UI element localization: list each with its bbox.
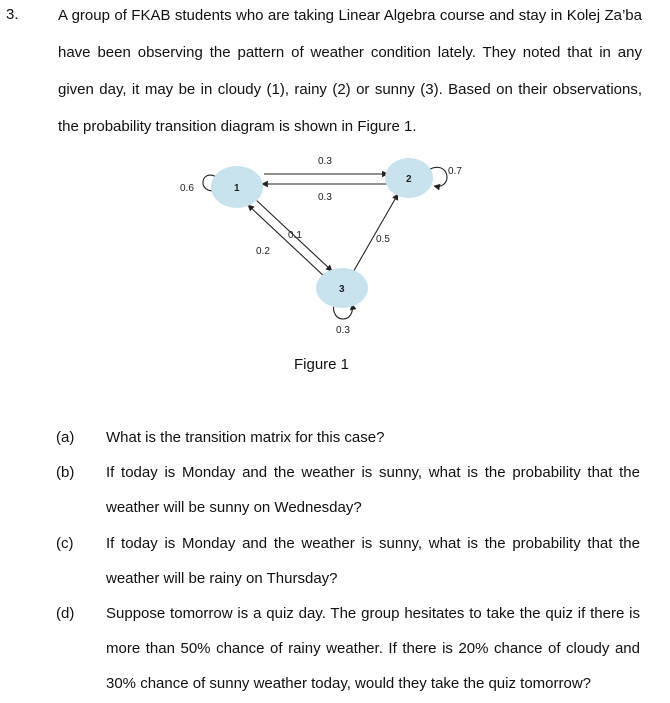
part-text (106, 598, 640, 703)
part-line: weather will be sunny on Wednesday? (106, 499, 362, 516)
edge-label-3-to-2: 0.5 (376, 234, 390, 245)
part-line: What is the transition matrix for this case? (106, 429, 385, 446)
part-label: (d) (56, 605, 75, 622)
edge-label-1-to-3: 0.2 (256, 246, 270, 257)
edge-label-3-to-1: 0.1 (288, 230, 302, 241)
intro-line: A group of FKAB students who are taking Linear Algebra course and stay in Kolej Za’ba (58, 7, 642, 24)
node-label-1: 1 (234, 183, 240, 194)
edge-3-to-2 (352, 194, 398, 274)
part-line: If today is Monday and the weather is sunny, what is the probability that the (106, 464, 640, 481)
part-line: 30% chance of sunny weather today, would they take the quiz tomorrow? (106, 675, 592, 692)
question-number: 3. (6, 6, 19, 23)
part-text (106, 457, 640, 527)
intro-line: have been observing the pattern of weather condition lately. They noted that in any (58, 44, 642, 61)
part-label: (a) (56, 429, 75, 446)
part-line: If today is Monday and the weather is sunny, what is the probability that the (106, 535, 640, 552)
edge-label-self-1: 0.6 (180, 183, 194, 194)
transition-diagram (160, 148, 480, 348)
edge-label-2-to-1: 0.3 (318, 192, 332, 203)
transition-diagram-svg (160, 148, 480, 348)
part-line: Suppose tomorrow is a quiz day. The group hesitates to take the quiz if there is (106, 605, 640, 622)
intro-line: given day, it may be in cloudy (1), rainy (2) or sunny (3). Based on their observations, (58, 81, 642, 98)
part-line: more than 50% chance of rainy weather. If there is 20% chance of cloudy and (106, 640, 640, 657)
part-text (106, 422, 640, 457)
part-line: weather will be rainy on Thursday? (106, 570, 338, 587)
intro-line: the probability transition diagram is shown in Figure 1. (58, 118, 417, 135)
figure-caption: Figure 1 (293, 356, 350, 373)
part-label: (b) (56, 464, 75, 481)
edge-label-self-3: 0.3 (336, 325, 350, 336)
edge-3-to-1 (248, 205, 326, 278)
node-label-3: 3 (339, 284, 345, 295)
edge-label-self-2: 0.7 (448, 166, 462, 177)
part-text (106, 528, 640, 598)
node-label-2: 2 (406, 174, 412, 185)
question-intro (58, 0, 642, 148)
edge-label-1-to-2: 0.3 (318, 156, 332, 167)
part-label: (c) (56, 535, 74, 552)
